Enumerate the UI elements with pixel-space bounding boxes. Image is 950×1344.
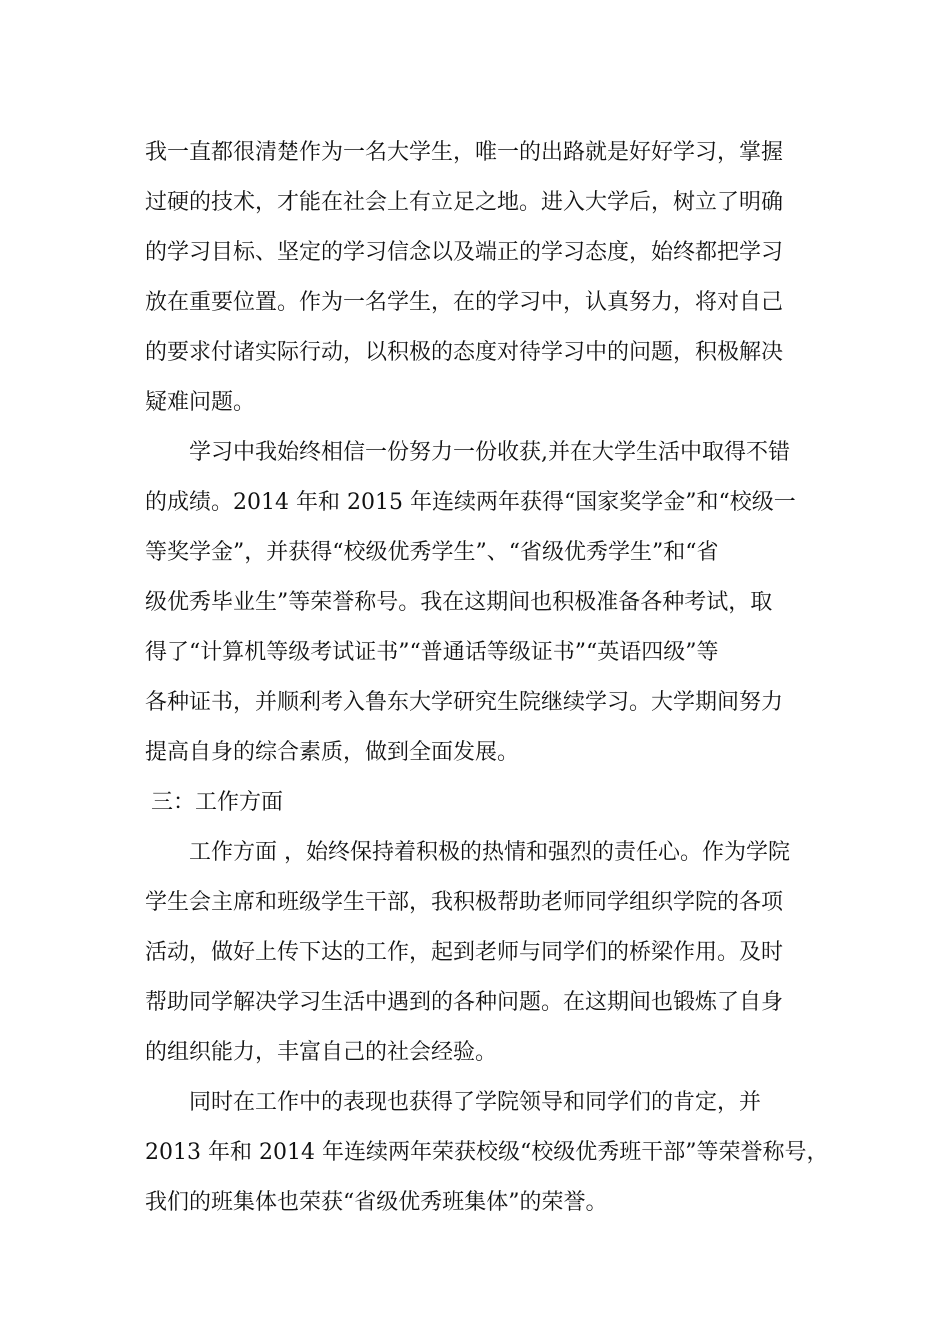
paragraph-work-1 bbox=[145, 828, 815, 1078]
document-body bbox=[145, 128, 829, 1228]
text-line: 级优秀毕业生”等荣誉称号。我在这期间也积极准备各种考试，取 bbox=[145, 590, 773, 615]
paragraph-work-2 bbox=[145, 1078, 829, 1228]
paragraph-study-1 bbox=[145, 128, 815, 428]
text-line: 我一直都很清楚作为一名大学生，唯一的出路就是好好学习，掌握 bbox=[145, 140, 784, 165]
text-line: 得了“计算机等级考试证书”“普通话等级证书”“英语四级”等 bbox=[145, 640, 719, 665]
text-line: 的组织能力，丰富自己的社会经验。 bbox=[145, 1040, 498, 1065]
text-line: 帮助同学解决学习生活中遇到的各种问题。在这期间也锻炼了自身 bbox=[145, 990, 784, 1015]
text-line: 2013 年和 2014 年连续两年荣获校级“校级优秀班干部”等荣誉称号， bbox=[145, 1140, 829, 1165]
text-line: 疑难问题。 bbox=[145, 390, 256, 415]
paragraph-study-2 bbox=[145, 428, 815, 778]
text-line: 同时在工作中的表现也获得了学院领导和同学们的肯定，并 bbox=[189, 1090, 762, 1115]
text-line: 等奖学金”，并获得“校级优秀学生”、“省级优秀学生”和“省 bbox=[145, 540, 719, 565]
text-line: 工作方面 ，始终保持着积极的热情和强烈的责任心。作为学院 bbox=[189, 840, 790, 865]
text-line: 过硬的技术，才能在社会上有立足之地。进入大学后，树立了明确 bbox=[145, 190, 784, 215]
text-line: 放在重要位置。作为一名学生，在的学习中，认真努力，将对自己 bbox=[145, 290, 784, 315]
text-line: 提高自身的综合素质，做到全面发展。 bbox=[145, 740, 520, 765]
section-heading-work: 三：工作方面 bbox=[151, 790, 284, 815]
text-line: 学生会主席和班级学生干部，我积极帮助老师同学组织学院的各项 bbox=[145, 890, 784, 915]
text-line: 的成绩。2014 年和 2015 年连续两年获得“国家奖学金”和“校级一 bbox=[145, 490, 796, 515]
text-line: 学习中我始终相信一份努力一份收获,并在大学生活中取得不错 bbox=[189, 440, 790, 465]
text-line: 各种证书，并顺利考入鲁东大学研究生院继续学习。大学期间努力 bbox=[145, 690, 784, 715]
text-line: 我们的班集体也荣获“省级优秀班集体”的荣誉。 bbox=[145, 1190, 608, 1215]
text-line: 活动，做好上传下达的工作，起到老师与同学们的桥梁作用。及时 bbox=[145, 940, 784, 965]
text-line: 的要求付诸实际行动，以积极的态度对待学习中的问题，积极解决 bbox=[145, 340, 784, 365]
text-line: 的学习目标、坚定的学习信念以及端正的学习态度，始终都把学习 bbox=[145, 240, 784, 265]
